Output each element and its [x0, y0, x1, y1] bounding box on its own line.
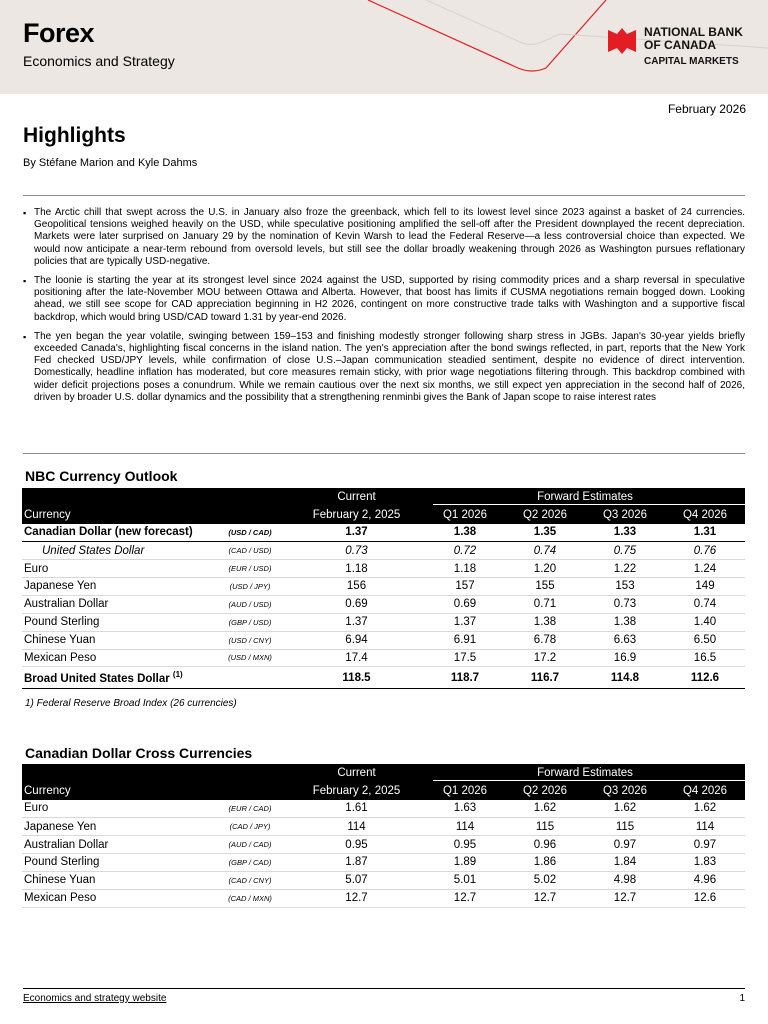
bullet-icon: ▪	[23, 208, 27, 218]
col-q1: Q1 2026	[442, 508, 488, 521]
table-row: Canadian Dollar (new forecast) (USD / CAD) 1.37 1.38 1.35 1.33 1.31	[22, 524, 745, 542]
logo-mark-icon	[606, 26, 638, 56]
outlook-header-row-2	[22, 506, 745, 524]
table-row: Australian Dollar (AUD / USD) 0.69 0.69 0.71 0.73 0.74	[22, 595, 745, 613]
cross-header-row-2	[22, 782, 745, 800]
divider	[23, 453, 745, 454]
col-current-date: February 2, 2025	[312, 784, 401, 797]
table-row: Mexican Peso (CAD / MXN) 12.7 12.7 12.7 12.7 12.6	[22, 889, 745, 907]
bank-logo	[606, 24, 756, 70]
table-row: Euro (EUR / CAD) 1.61 1.63 1.62 1.62 1.62	[22, 800, 745, 818]
footer-divider	[23, 988, 745, 989]
logo-line-1: NATIONAL BANK	[644, 25, 743, 39]
col-q4: Q4 2026	[682, 784, 728, 797]
bullet-icon: ▪	[23, 276, 27, 287]
outlook-title: NBC Currency Outlook	[25, 468, 178, 484]
highlights-list	[23, 207, 745, 411]
highlight-item: ▪ The yen began the year volatile, swinging between 159–153 and finishing modestly stronger following sharp stress in JGBs. Japan's 30-year yields briefly exceeded Canada's, highlighting fiscal concerns in the island nation. The yen's appreciation after the bond swings reflected, in part, reports that the New York Fed checked USD/JPY levels, while confirmation of close U.S.–Japan communication steadied sentiment, despite no evidence of direct intervention. Domestically, headline inflation has moderated, but core measures remain sticky, with prior wage negotiations filtering through. This backdrop combined with wider deficit projections poses a conundrum. While we remain cautious over the next six months, we still expect yen appreciation in the second half of 2026, driven by broader U.S. dollar dynamics and the possibility that a strengthening renminbi gives the Bank of Japan scope to raise interest rates	[23, 330, 745, 403]
header-current: Current	[337, 490, 376, 503]
table-row: Euro (EUR / USD) 1.18 1.18 1.20 1.22 1.24	[22, 560, 745, 578]
highlights-title: Highlights	[23, 124, 126, 147]
cross-header-row-1	[22, 764, 745, 782]
header-current: Current	[337, 766, 376, 779]
cross-title: Canadian Dollar Cross Currencies	[25, 745, 253, 761]
col-currency: Currency	[24, 784, 71, 797]
table-row: Broad United States Dollar $^{(1)}$ 118.5 118.7 116.7 114.8 112.6	[22, 667, 745, 689]
table-row: Japanese Yen (USD / JPY) 156 157 155 153 149	[22, 577, 745, 595]
col-q3: Q3 2026	[602, 784, 648, 797]
table-row: Australian Dollar (AUD / CAD) 0.95 0.95 0.96 0.97 0.97	[22, 836, 745, 854]
table-row: Mexican Peso (USD / MXN) 17.4 17.5 17.2 16.9 16.5	[22, 649, 745, 667]
report-date: February 2026	[667, 102, 746, 116]
cross-table	[22, 764, 745, 908]
report-subtitle: Economics and Strategy	[23, 53, 175, 69]
logo-line-2: OF CANADA	[644, 38, 716, 52]
table-row: Pound Sterling (GBP / USD) 1.37 1.37 1.38 1.38 1.40	[22, 613, 745, 631]
table-row: Pound Sterling (GBP / CAD) 1.87 1.89 1.86 1.84 1.83	[22, 853, 745, 871]
table-row: Chinese Yuan (USD / CNY) 6.94 6.91 6.78 6.63 6.50	[22, 631, 745, 649]
col-currency: Currency	[24, 508, 71, 521]
header-forward-estimates: Forward Estimates	[425, 488, 745, 506]
table-footnote: 1) Federal Reserve Broad Index (26 currencies)	[25, 698, 237, 709]
col-q2: Q2 2026	[522, 784, 568, 797]
col-current-date: February 2, 2025	[312, 508, 401, 521]
report-header	[0, 0, 768, 94]
table-row: United States Dollar (CAD / USD) 0.73 0.72 0.74 0.75 0.76	[22, 542, 745, 560]
bullet-icon: ▪	[23, 331, 27, 342]
col-q1: Q1 2026	[442, 784, 488, 797]
col-q3: Q3 2026	[602, 508, 648, 521]
logo-line-3: CAPITAL MARKETS	[644, 56, 739, 67]
col-q2: Q2 2026	[522, 508, 568, 521]
outlook-header-row-1	[22, 488, 745, 506]
page-number: 1	[739, 993, 745, 1004]
report-title: Forex	[23, 18, 95, 48]
header-forward-estimates: Forward Estimates	[425, 764, 745, 782]
table-row: Chinese Yuan (CAD / CNY) 5.07 5.01 5.02 4.98 4.96	[22, 871, 745, 889]
outlook-table	[22, 488, 745, 689]
divider	[23, 195, 745, 196]
highlight-item: ▪ The loonie is starting the year at its strongest level since 2024 against the USD, supported by rising commodity prices and a sharp reversal in speculative positioning after the late-November MOU between Ottawa and Alberta. However, that boost has limits if CUSMA negotiations remain bogged down. Looking ahead, we still see scope for CAD appreciation beginning in H2 2026, contingent on more constructive trade talks with Washington and a supportive fiscal backdrop, which would bring USD/CAD toward 1.31 by year-end 2026.	[23, 275, 745, 323]
col-q4: Q4 2026	[682, 508, 728, 521]
highlight-item: ▪ The Arctic chill that swept across the U.S. in January also froze the greenback, which fell to its lowest level since 2023 against a basket of 24 currencies. Geopolitical tensions weighed heavily on the USD, while speculative positioning amplified the sell-off after the President downplayed the recent depreciation. Markets were later surprised on January 29 by the nomination of Kevin Warsh to lead the Federal Reserve—a less controversial choice than expected. We would now anticipate a near-term rebound from oversold levels, but still see the dollar broadly weakening through 2026 as Washington pursues reflationary policies that are typically USD-negative.	[23, 207, 745, 267]
byline: By Stéfane Marion and Kyle Dahms	[23, 157, 198, 169]
economics-website-link[interactable]: Economics and strategy website	[23, 993, 167, 1004]
table-row: Japanese Yen (CAD / JPY) 114 114 115 115 114	[22, 818, 745, 836]
